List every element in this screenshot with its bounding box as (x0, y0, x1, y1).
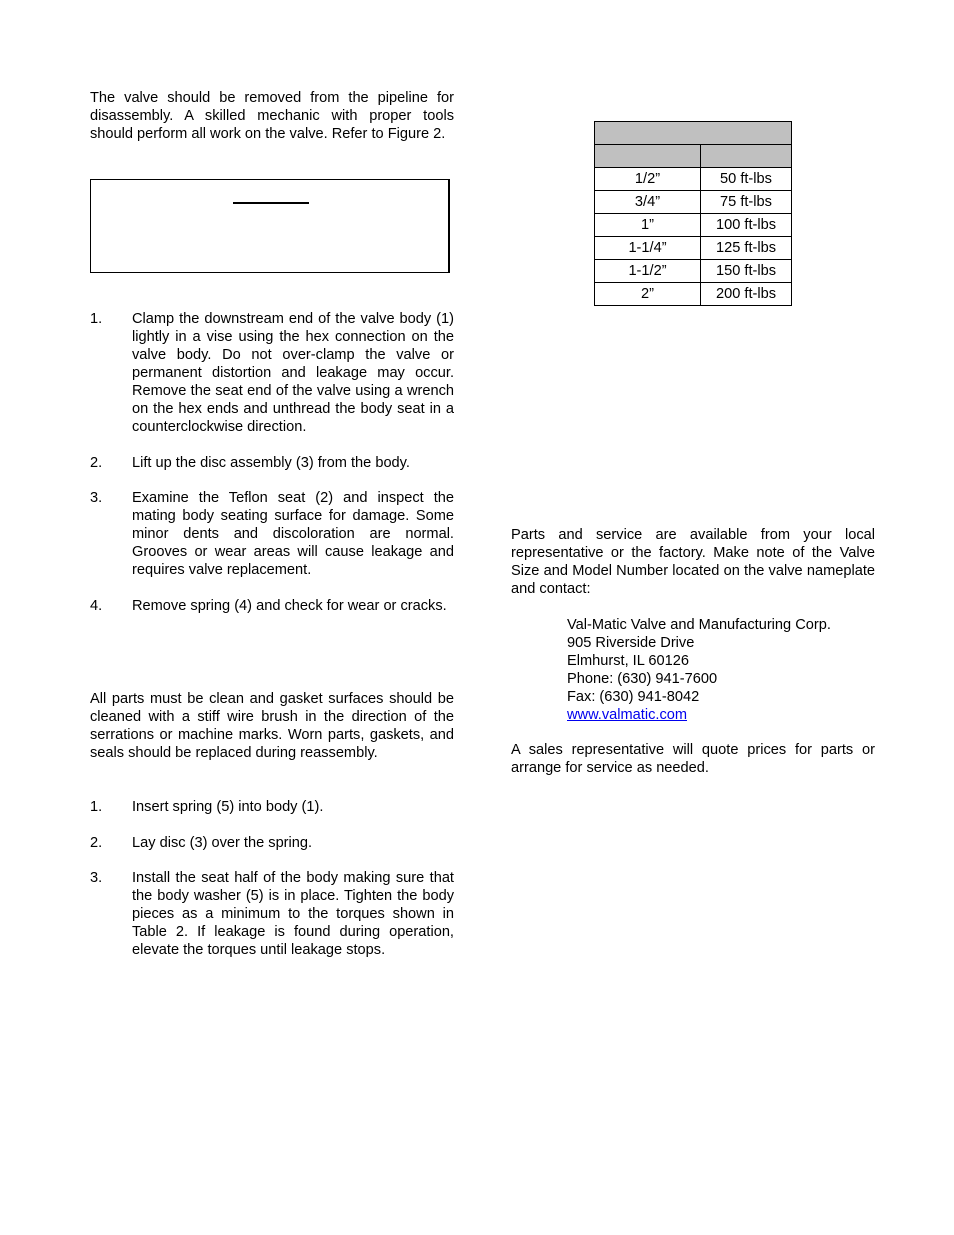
parts-service-intro: Parts and service are available from your local representative or the factory. Make note of the Valve Size and Model Number located on the valve nameplate and contact: (511, 527, 875, 597)
step-number: 2. (90, 835, 103, 851)
step-text: Install the seat half of the body making sure that the body washer (5) is in place. Tighten the body pieces as a minimum to the torques shown in Table 2. If leakage is found during operation, elevate the torques until leakage stops. (132, 870, 454, 958)
step-text: Lay disc (3) over the spring. (132, 835, 313, 851)
website-link[interactable]: www.valmatic.com (567, 707, 688, 723)
torque-cell: 125 ft-lbs (701, 237, 792, 260)
list-item (90, 454, 454, 472)
table-title-row (595, 122, 792, 145)
step-number: 3. (90, 870, 103, 886)
torque-cell: 150 ft-lbs (701, 260, 792, 283)
step-number: 1. (90, 311, 103, 327)
list-item (90, 834, 454, 852)
city-state-zip: Elmhurst, IL 60126 (567, 653, 689, 669)
step-text: Insert spring (5) into body (1). (132, 799, 324, 815)
parts-service-closing: A sales representative will quote prices for parts or arrange for service as needed. (511, 742, 875, 776)
torque-table (594, 121, 792, 306)
step-text: Lift up the disc assembly (3) from the body. (132, 455, 410, 471)
table-row (595, 283, 792, 306)
size-cell: 3/4” (595, 191, 701, 214)
size-cell: 1” (595, 214, 701, 237)
step-number: 2. (90, 455, 103, 471)
torque-cell: 100 ft-lbs (701, 214, 792, 237)
table-row (595, 214, 792, 237)
street-address: 905 Riverside Drive (567, 635, 695, 651)
step-text: Examine the Teflon seat (2) and inspect the mating body seating surface for damage. Some minor dents and discoloration are normal. Grooves or wear areas will cause leakage and requires valve replacement. (132, 490, 454, 578)
list-item (90, 798, 454, 816)
reassembly-intro: All parts must be clean and gasket surfaces should be cleaned with a stiff wire brush in the direction of the serrations or machine marks. Worn parts, gaskets, and seals should be replaced during reassembly. (90, 691, 454, 761)
disassembly-steps (90, 310, 454, 615)
caution-heading-underline (233, 202, 309, 204)
step-number: 4. (90, 598, 103, 614)
list-item (90, 310, 454, 436)
table-header-cell (701, 145, 792, 168)
size-cell: 2” (595, 283, 701, 306)
table-row (595, 168, 792, 191)
list-item (90, 869, 454, 959)
company-name: Val-Matic Valve and Manufacturing Corp. (567, 617, 831, 633)
reassembly-steps (90, 798, 454, 959)
list-item (90, 489, 454, 579)
size-cell: 1-1/4” (595, 237, 701, 260)
table-title-cell (595, 122, 792, 145)
torque-cell: 50 ft-lbs (701, 168, 792, 191)
table-header-row (595, 145, 792, 168)
table-row (595, 191, 792, 214)
disassembly-intro: The valve should be removed from the pipeline for disassembly. A skilled mechanic with proper tools should perform all work on the valve. Refer to Figure 2. (90, 90, 454, 142)
step-number: 1. (90, 799, 103, 815)
torque-cell: 75 ft-lbs (701, 191, 792, 214)
size-cell: 1-1/2” (595, 260, 701, 283)
table-header-cell (595, 145, 701, 168)
contact-address (567, 616, 875, 724)
table-row (595, 260, 792, 283)
phone-number: Phone: (630) 941-7600 (567, 671, 718, 687)
step-number: 3. (90, 490, 103, 506)
fax-number: Fax: (630) 941-8042 (567, 689, 700, 705)
caution-box (90, 179, 450, 273)
torque-cell: 200 ft-lbs (701, 283, 792, 306)
list-item (90, 597, 454, 615)
size-cell: 1/2” (595, 168, 701, 191)
step-text: Remove spring (4) and check for wear or cracks. (132, 598, 447, 614)
table-row (595, 237, 792, 260)
step-text: Clamp the downstream end of the valve body (1) lightly in a vise using the hex connection on the valve body. Do not over-clamp the valve or permanent distortion and leakage may occur. Remove the seat end of the valve using a wrench on the hex ends and unthread the body seat in a counterclockwise direction. (132, 311, 454, 435)
